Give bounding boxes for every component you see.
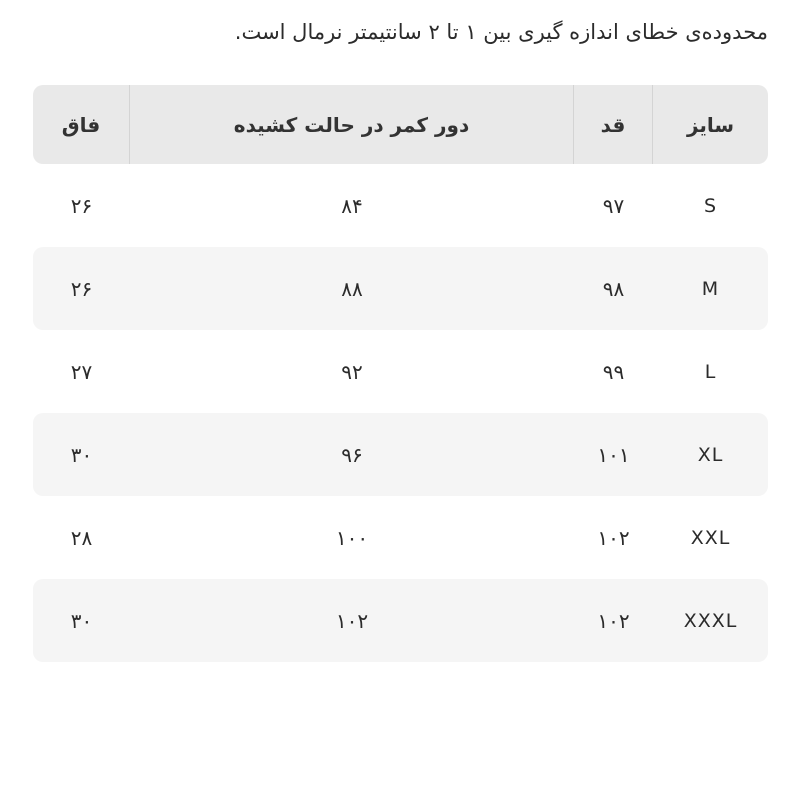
- table-row: [33, 496, 768, 579]
- table-row: [33, 579, 768, 662]
- cell-size: XL: [697, 443, 724, 466]
- header-size: سایز: [686, 112, 735, 137]
- cell-height: ۹۸: [602, 276, 625, 301]
- cell-waist: ۸۸: [341, 276, 363, 301]
- cell-size: S: [703, 194, 718, 217]
- cell-waist: ۸۴: [341, 193, 363, 218]
- cell-rise: ۲۷: [70, 359, 93, 384]
- cell-height: ۱۰۲: [597, 608, 630, 633]
- size-table: [33, 85, 768, 662]
- cell-height: ۹۷: [602, 193, 625, 218]
- header-height: قد: [574, 85, 653, 164]
- cell-height: ۹۹: [602, 359, 625, 384]
- cell-rise: ۲۶: [70, 193, 93, 218]
- cell-waist: ۱۰۰: [335, 525, 369, 550]
- cell-rise: ۲۸: [70, 525, 93, 550]
- table-row: [33, 413, 768, 496]
- cell-waist: ۱۰۲: [335, 608, 369, 633]
- measurement-error-note: محدوده‌ی خطای اندازه گیری بین ۱ تا ۲ سانتیمتر نرمال است.: [234, 20, 768, 44]
- cell-waist: ۹۲: [341, 359, 363, 384]
- cell-size: XXL: [690, 526, 731, 549]
- table-row: [33, 330, 768, 413]
- cell-height: ۱۰۲: [597, 525, 630, 550]
- header-waist: دور کمر در حالت کشیده: [130, 85, 574, 164]
- cell-height: ۱۰۱: [597, 442, 630, 467]
- table-header-row: [33, 85, 768, 164]
- cell-rise: ۳۰: [70, 442, 93, 467]
- header-rise: فاق: [33, 85, 130, 164]
- cell-size: XXXL: [683, 609, 738, 632]
- table-row: [33, 247, 768, 330]
- cell-rise: ۲۶: [70, 276, 93, 301]
- cell-size: L: [704, 360, 717, 383]
- cell-size: M: [701, 277, 720, 300]
- table-row: [33, 164, 768, 247]
- cell-waist: ۹۶: [341, 442, 363, 467]
- cell-rise: ۳۰: [70, 608, 93, 633]
